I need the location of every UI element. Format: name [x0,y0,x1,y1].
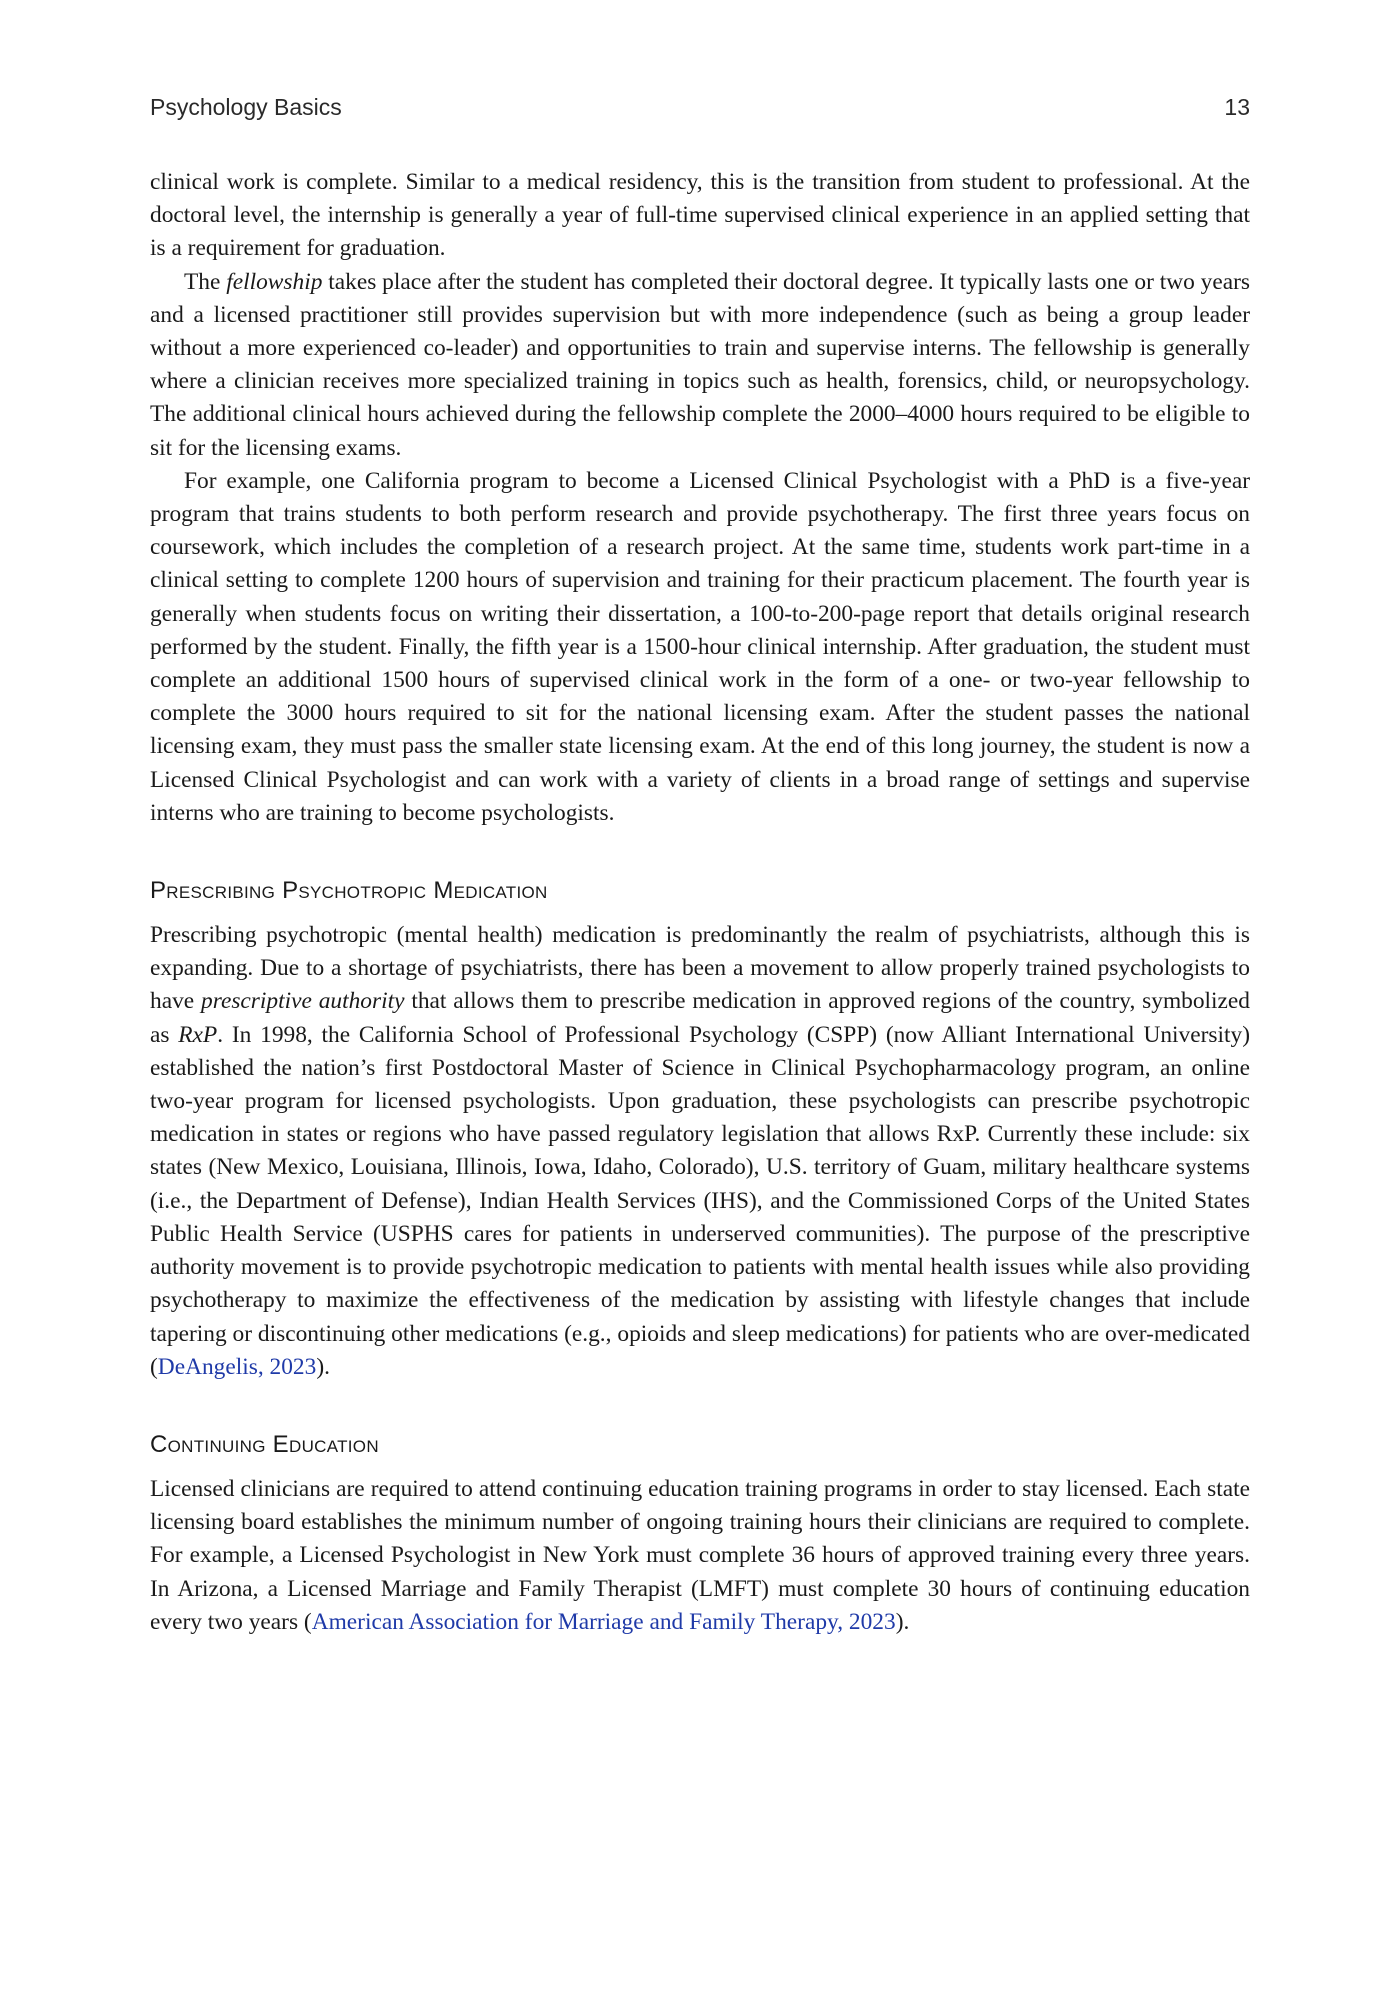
running-header [150,94,1250,121]
section-heading-prescribing: Prescribing Psychotropic Medication [150,877,548,905]
paragraph-continuing-education: Licensed clinicians are required to attend continuing education training programs in order to stay licensed. Each state licensing board establishes the minimum number of ongoing training hours their clinicians are required to complete. For example, a Licensed Psychologist in New York must complete 36 hours of approved training every three years. In Arizona, a Licensed Marriage and Family Therapist (LMFT) must complete 30 hours of continuing education every two years (American Association for Marriage and Family Therapy, 2023). [150,1475,1250,1635]
citation-link-aamft[interactable]: American Association for Marriage and Family Therapy, 2023 [311,1608,896,1635]
term-prescriptive-authority: prescriptive authority [201,988,405,1015]
citation-link-deangelis[interactable]: DeAngelis, 2023 [157,1353,317,1380]
paragraph-text: For example, one California program to become a Licensed Clinical Psychologist with a PhD is a five-year program that trains students to both perform research and provide psychotherapy. The first three years focus on coursework, which includes the completion of a research project. At the same time, students work part-time in a clinical setting to complete 1200 hours of supervision and training for their practicum placement. The fourth year is generally when students focus on writing their dissertation, a 100-to-200-page report that details original research performed by the student. Finally, the fifth year is a 1500-hour clinical internship. After graduation, the student must complete an additional 1500 hours of supervised clinical work in the form of a one- or two-year fellowship to complete the 3000 hours required to sit for the national licensing exam. After the student passes the national licensing exam, they must pass the smaller state licensing exam. At the end of this long journey, the student is now a Licensed Clinical Psychologist and can work with a variety of clients in a broad range of settings and supervise interns who are training to become psychologists. [150,467,1250,826]
running-title: Psychology Basics [150,94,342,120]
paragraph-prescribing: Prescribing psychotropic (mental health) medication is predominantly the realm of psychiatrists, although this is expanding. Due to a shortage of psychiatrists, there has been a movement to allow properly trained psychologists to have prescriptive authority that allows them to prescribe medication in approved regions of the country, symbolized as RxP. In 1998, the California School of Professional Psychology (CSPP) (now Alliant International University) established the nation’s first Postdoctoral Master of Science in Clinical Psychopharmacology program, an online two-year program for licensed psychologists. Upon graduation, these psychologists can prescribe psychotropic medication in states or regions who have passed regulatory legislation that allows RxP. Currently these include: six states (New Mexico, Louisiana, Illinois, Iowa, Idaho, Colorado), U.S. territory of Guam, military healthcare systems (i.e., the Department of Defense), Indian Health Services (IHS), and the Commissioned Corps of the United States Public Health Service (USPHS cares for patients in underserved communities). The purpose of the prescriptive authority movement is to provide psychotropic medication to patients with mental health issues while also providing psychotherapy to maximize the effectiveness of the medication by assisting with lifestyle changes that include tapering or discontinuing other medications (e.g., opioids and sleep medications) for patients who are over-medicated (DeAngelis, 2023). [150,922,1250,1380]
section-heading-continuing-education: Continuing Education [150,1430,379,1458]
paragraph-internship-continued [150,166,1250,266]
body-text [150,166,1250,1639]
paragraph-text: clinical work is complete. Similar to a medical residency, this is the transition from student to professional. At the doctoral level, the internship is generally a year of full-time supervised clinical experience in an applied setting that is a requirement for graduation. [150,169,1250,262]
paragraph-california-example [150,465,1250,830]
page-number: 13 [1224,94,1250,120]
term-fellowship: fellowship [226,268,323,295]
term-rxp: RxP [178,1021,218,1048]
paragraph-fellowship: The fellowship takes place after the student has completed their doctoral degree. It typically lasts one or two years and a licensed practitioner still provides supervision but with more independence (such as being a group leader without a more experienced co-leader) and opportunities to train and supervise interns. The fellowship is generally where a clinician receives more specialized training in topics such as health, forensics, child, or neuropsychology. The additional clinical hours achieved during the fellowship complete the 2000–4000 hours required to be eligible to sit for the licensing exams. [150,268,1251,461]
